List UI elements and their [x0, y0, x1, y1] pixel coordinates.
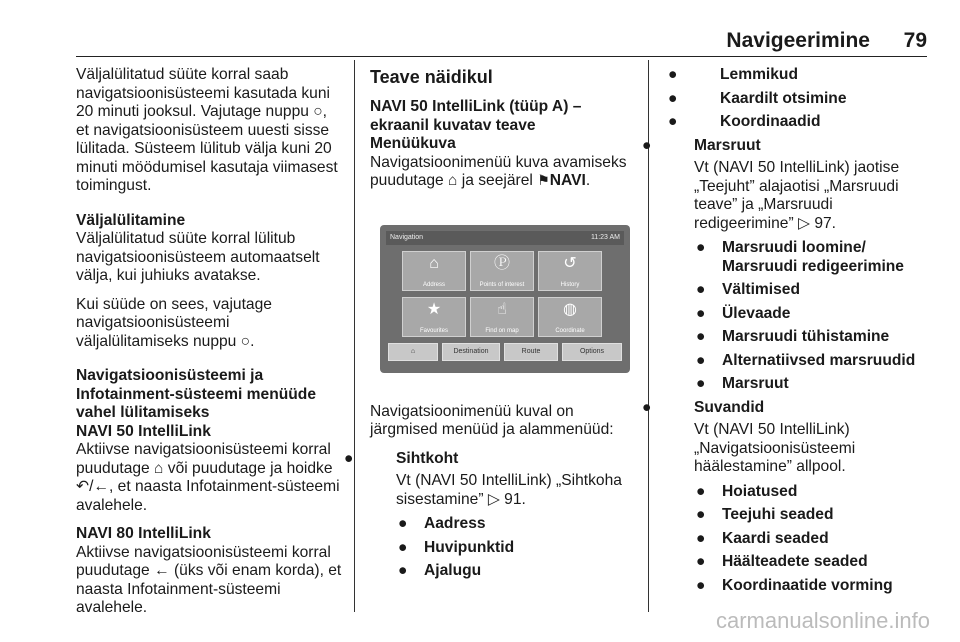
globe-icon: ◍	[563, 300, 577, 318]
options-button: Options	[562, 343, 622, 361]
navigation-screenshot	[380, 225, 630, 373]
page-title: Navigeerimine	[726, 29, 870, 52]
list-item: ● Suvandid Vt (NAVI 50 IntelliLink) „Navigatsioonisüsteemi häälestamine” allpool.	[668, 399, 930, 477]
list-item: ● Alternatiivsed marsruudid	[696, 351, 916, 369]
switch-heading: Navigatsioonisüsteemi ja Infotainment-süsteemi menüüde vahel lülitamiseks	[76, 367, 316, 421]
menu-list-route	[642, 136, 930, 234]
list-item: ● Kaardi seaded	[696, 529, 829, 547]
off-paragraph-2: Kui süüde on sees, vajutage navigatsioonisüsteemi väljalülitamiseks nuppu ○.	[76, 295, 272, 350]
submenu-list	[370, 515, 638, 581]
menu-heading: Menüükuva	[370, 135, 456, 152]
list-item: ● Marsruut Vt (NAVI 50 IntelliLink) jaotise „Teejuht” alajaotisi „Marsruudi teave” ja „Marsruudi redigeerimine” ▷ 97.	[668, 137, 930, 234]
off-heading: Väljalülitamine	[76, 211, 186, 229]
screenshot-titlebar	[386, 231, 624, 245]
list-item: ● Marsruudi tühistamine	[696, 328, 890, 345]
route-submenu-list	[668, 239, 930, 394]
off-paragraph: Väljalülitatud süüte korral lülitub navigatsioonisüsteem automaatselt välja, kui juhiuks avatakse.	[76, 230, 320, 284]
list-item: ● Lemmikud	[668, 66, 798, 83]
navi50-paragraph: Aktiivse navigatsioonisüsteemi korral puudutage ⌂ või puudutage ja hoidke ↶/←, et naasta Infotainment-süsteemi avalehele.	[76, 441, 340, 514]
list-item: ● Teejuhi seaded	[696, 506, 834, 523]
menu-list-options	[642, 398, 930, 477]
item-description: Vt (NAVI 50 IntelliLink) „Navigatsioonisüsteemi häälestamine” allpool.	[694, 421, 856, 475]
submenu-list-cont	[668, 66, 930, 132]
home-button	[388, 343, 438, 361]
list-item: ● Hoiatused	[696, 482, 798, 500]
list-item: ● Sihtkoht Vt (NAVI 50 IntelliLink) „Sihtkoha sisestamine” ▷ 91.	[370, 450, 638, 510]
column-3	[642, 66, 930, 600]
menu-text: Navigatsioonimenüü kuva avamiseks puudutage ⌂ ja seejärel	[370, 153, 627, 189]
options-submenu-list	[668, 483, 930, 596]
list-item: ● Koordinaadid	[668, 113, 821, 130]
home-icon: ⌂	[429, 254, 439, 272]
list-item: ● Häälteadete seaded	[696, 553, 868, 570]
list-item: ● Koordinaatide vorming	[696, 576, 893, 594]
column-divider-1	[354, 60, 355, 612]
list-item: ● Kaardilt otsimine	[668, 89, 847, 107]
page-header	[0, 0, 960, 54]
tile-address: ⌂ Address	[402, 251, 466, 291]
menu-paragraph: Navigatsioonimenüü kuva avamiseks puudutage ⌂ ja seejärel ⚑NAVI.	[370, 153, 627, 189]
route-button: Route	[504, 343, 558, 361]
section-heading: Teave näidikul	[370, 67, 493, 87]
navi-label: NAVI	[549, 172, 586, 189]
column-1	[76, 66, 344, 628]
screenshot-time: 11:23 AM	[590, 233, 620, 241]
history-icon: ↺	[563, 254, 577, 272]
navi80-heading: NAVI 80 IntelliLink	[76, 525, 211, 542]
hand-icon: ☝	[497, 300, 507, 318]
tile-find-on-map: ☝ Find on map	[470, 297, 534, 337]
tile-history: ↺ History	[538, 251, 602, 291]
navi50-heading: NAVI 50 IntelliLink	[76, 422, 211, 440]
menu-list	[344, 449, 638, 510]
tile-coordinate: ◍ Coordinate	[538, 297, 602, 337]
menu-list-intro: Navigatsioonimenüü kuval on järgmised menüüd ja alammenüüd:	[370, 402, 614, 438]
navi80-paragraph: Aktiivse navigatsioonisüsteemi korral puudutage ← (üks või enam korda), et naasta Infotainment-süsteemi avalehele.	[76, 543, 342, 616]
header-rule	[76, 56, 927, 57]
column-2	[344, 66, 638, 586]
subsection-heading: NAVI 50 IntelliLink (tüüp A) – ekraanil kuvatav teave	[370, 98, 582, 134]
flag-icon: ⚑	[537, 173, 550, 189]
list-item: ● Huvipunktid	[398, 538, 515, 556]
intro-paragraph: Väljalülitatud süüte korral saab navigatsioonisüsteemi kasutada kuni 20 minuti jooksul. Vajutage nuppu ○, et navigatsioonisüsteem uuesti sisse lülitada. Süsteem lülitub välja kuni 20 minuti möödumisel kasutaja viimasest toimingust.	[76, 66, 338, 194]
list-item: ● Ajalugu	[398, 562, 482, 579]
screenshot-title: Navigation	[390, 233, 424, 241]
list-item: ● Vältimised	[696, 281, 800, 298]
destination-button: Destination	[442, 343, 500, 361]
page-number: 79	[903, 29, 927, 52]
list-item: ● Marsruudi loomine/ Marsruudi redigeerimine	[696, 239, 904, 275]
watermark: carmanualsonline.info	[715, 608, 930, 633]
star-icon: ★	[426, 300, 442, 318]
tile-poi: Ⓟ Points of interest	[470, 251, 534, 291]
list-item: ● Marsruut	[696, 375, 789, 392]
poi-icon: Ⓟ	[493, 254, 510, 272]
list-item: ● Ülevaade	[696, 304, 791, 322]
list-item: ● Aadress	[398, 515, 486, 532]
item-description: Vt (NAVI 50 IntelliLink) „Sihtkoha sisestamine” ▷ 91.	[396, 472, 622, 508]
home-icon: ⌂	[410, 347, 416, 355]
tile-favourites: ★ Favourites	[402, 297, 466, 337]
item-description: Vt (NAVI 50 IntelliLink) jaotise „Teejuht” alajaotisi „Marsruudi teave” ja „Marsruudi redigeerimine” ▷ 97.	[694, 159, 900, 232]
